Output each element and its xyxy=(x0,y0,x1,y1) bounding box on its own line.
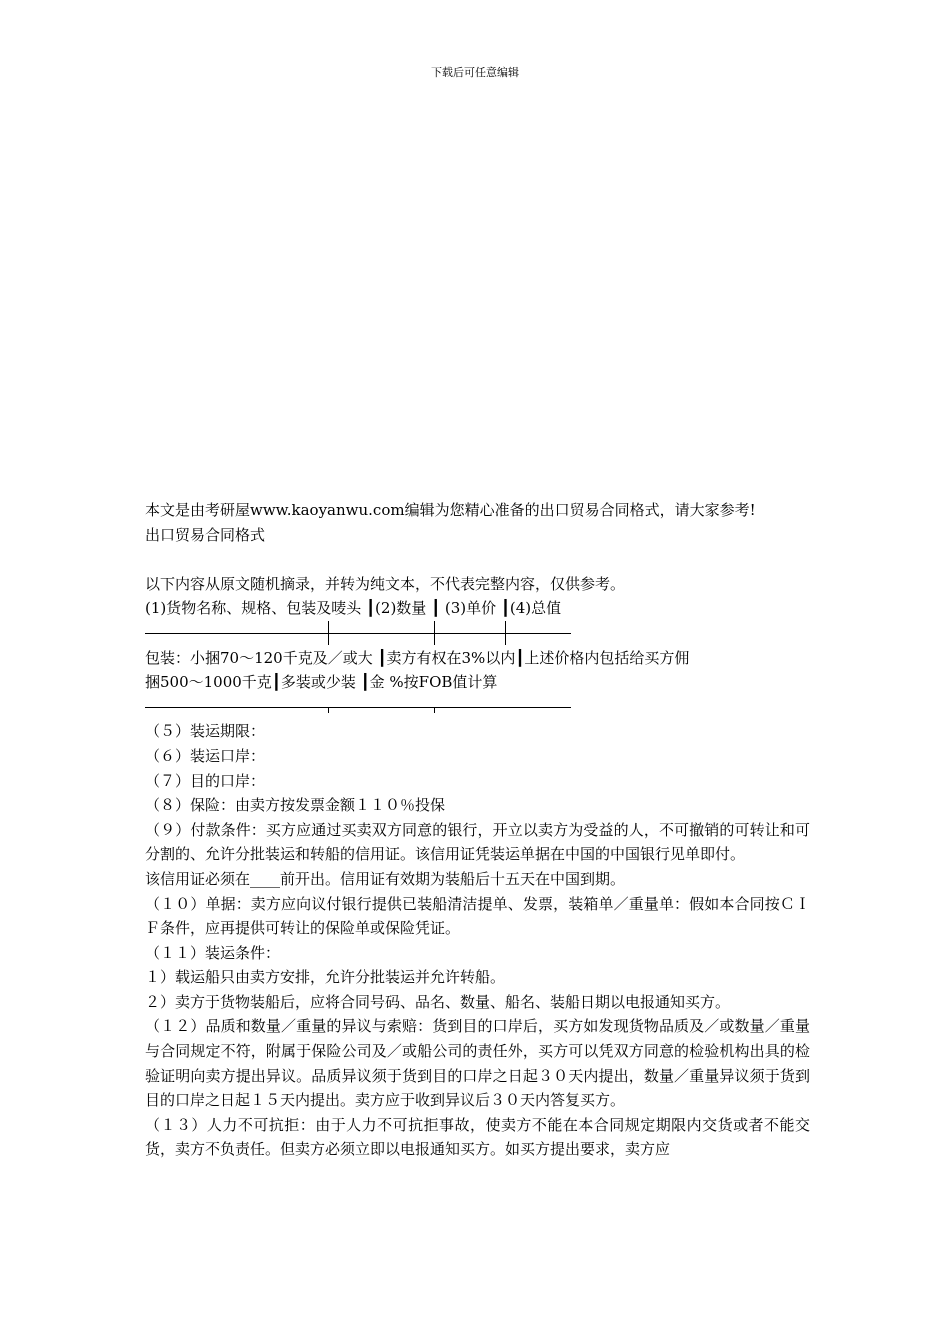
table-divider-top xyxy=(145,621,571,646)
clause-9: （９）付款条件：买方应通过买卖双方同意的银行，开立以卖方为受益的人，不可撤销的可转让和可分割的、允许分批装运和转船的信用证。该信用证凭装运单据在中国的中国银行见单即付。 xyxy=(145,820,810,864)
clause-5: （５）装运期限： xyxy=(145,722,266,741)
table-divider-bottom xyxy=(145,695,571,720)
page-header-note: 下载后可任意编辑 xyxy=(431,66,519,79)
clause-11-item-1: １）载运船只由卖方安排，允许分批装运并允许转船。 xyxy=(145,968,506,987)
clause-10: （１０）单据：卖方应向议付银行提供已装船清洁提单、发票，装箱单／重量单：假如本合同按ＣＩＦ条件，应再提供可转让的保险单或保险凭证。 xyxy=(145,894,810,938)
clause-7: （７）目的口岸： xyxy=(145,771,266,790)
clause-11: （１１）装运条件： xyxy=(145,943,281,962)
blank-line xyxy=(145,547,810,572)
clause-8: （８）保险：由卖方按发票金额１１０％投保 xyxy=(145,796,446,815)
intro-line: 本文是由考研屋www.kaoyanwu.com编辑为您精心准备的出口贸易合同格式，请大家参考! xyxy=(145,501,756,519)
clause-13: （１３）人力不可抗拒：由于人力不可抗拒事故，使卖方不能在本合同规定期限内交货或者不能交货，卖方不负责任。但卖方必须立即以电报通知买方。如买方提出要求，卖方应 xyxy=(145,1115,810,1159)
table-row-packing: 包装：小捆70～120千克及／或大 ┃卖方有权在3%以内┃上述价格内包括给买方佣 xyxy=(145,648,690,667)
clause-11-item-2: ２）卖方于货物装船后，应将合同号码、品名、数量、船名、装船日期以电报通知买方。 xyxy=(145,992,731,1011)
clause-9-lc-date: 该信用证必须在____前开出。信用证有效期为装船后十五天在中国到期。 xyxy=(145,869,626,888)
document-title: 出口贸易合同格式 xyxy=(145,525,266,544)
clause-6: （６）装运口岸： xyxy=(145,746,266,765)
table-header-row: (1)货物名称、规格、包装及唛头 ┃(2)数量 ┃ (3)单价 ┃(4)总值 xyxy=(145,599,562,618)
document-body xyxy=(145,498,810,1162)
clause-12: （１２）品质和数量／重量的异议与索赔：货到目的口岸后，买方如发现货物品质及／或数量／重量与合同规定不符，附属于保险公司及／或船公司的责任外，买方可以凭双方同意的检验机构出具的检验证明向卖方提出异议。品质异议须于货到目的口岸之日起３０天内提出，数量／重量异议须于货到目的口岸之日起１５天内提出。卖方应于收到异议后３０天内答复买方。 xyxy=(145,1017,810,1110)
table-row-packing-cont: 捆500～1000千克┃多装或少装 ┃金 %按FOB值计算 xyxy=(145,673,498,692)
disclaimer-line: 以下内容从原文随机摘录，并转为纯文本，不代表完整内容，仅供参考。 xyxy=(145,574,626,593)
